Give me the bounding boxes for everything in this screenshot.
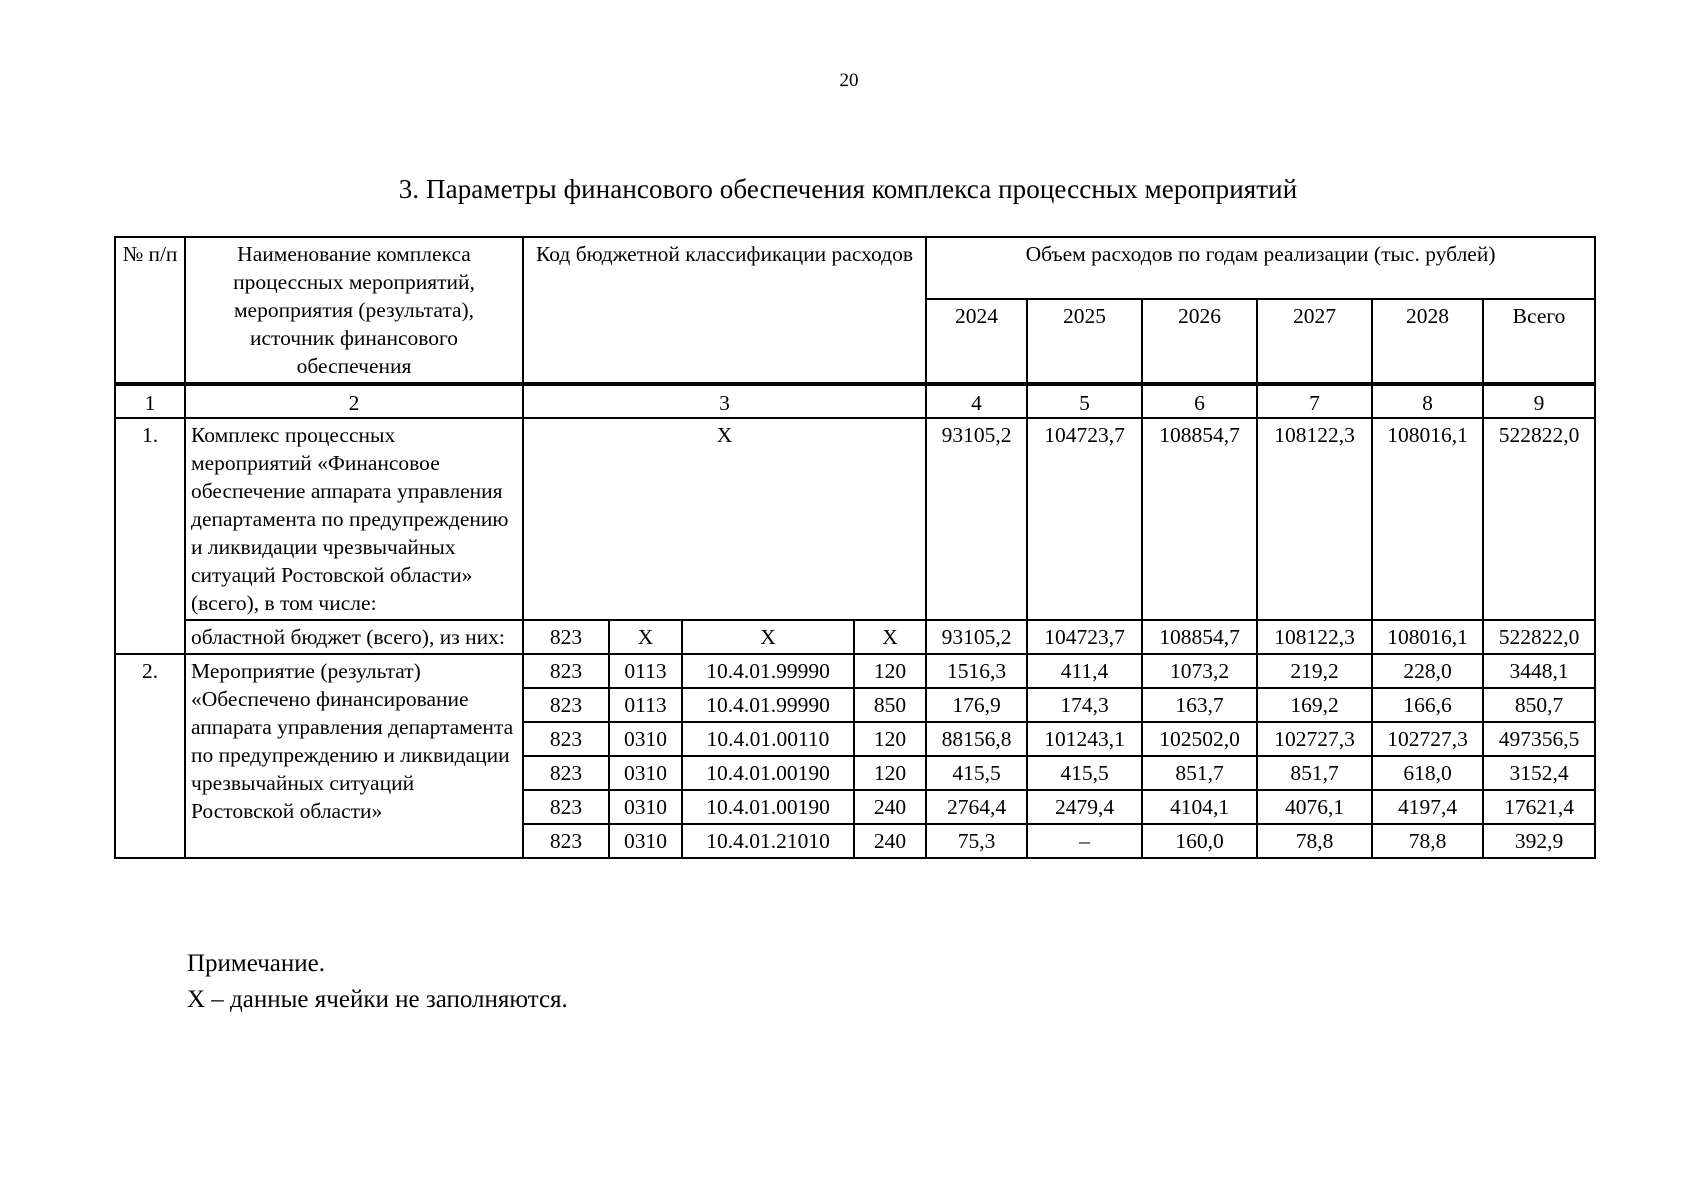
value-cell: 850,7 [1483, 688, 1595, 722]
value-cell: 497356,5 [1483, 722, 1595, 756]
value-cell: 415,5 [926, 756, 1027, 790]
value-cell: 108854,7 [1142, 620, 1257, 654]
header-row-1 [115, 237, 1595, 299]
header-num: № п/п [115, 237, 185, 384]
row-name: Комплекс процессных мероприятий «Финансовое обеспечение аппарата управления департамента по предупреждению и ликвидации чрезвычайных ситуаций Ростовской области» (всего), в том числе: [185, 418, 523, 620]
value-cell: 108122,3 [1257, 418, 1372, 620]
value-cell: 75,3 [926, 824, 1027, 858]
column-number: 9 [1483, 384, 1595, 418]
value-cell: 4076,1 [1257, 790, 1372, 824]
code-cell: 823 [523, 620, 609, 654]
code-cell: 0310 [609, 756, 682, 790]
value-cell: 108016,1 [1372, 620, 1483, 654]
header-year-2028: 2028 [1372, 299, 1483, 384]
value-cell: 1516,3 [926, 654, 1027, 688]
value-cell: 176,9 [926, 688, 1027, 722]
value-cell: 4197,4 [1372, 790, 1483, 824]
financing-table [114, 236, 1596, 859]
code-cell: 120 [854, 654, 926, 688]
row-num: 1. [115, 418, 185, 654]
column-numbers-row [115, 384, 1595, 418]
header-year-2026: 2026 [1142, 299, 1257, 384]
header-year-2025: 2025 [1027, 299, 1142, 384]
value-cell: 108016,1 [1372, 418, 1483, 620]
header-volume: Объем расходов по годам реализации (тыс. рублей) [926, 237, 1595, 299]
code-cell: 0310 [609, 722, 682, 756]
column-number: 5 [1027, 384, 1142, 418]
code-cell: 10.4.01.99990 [682, 654, 854, 688]
note-text: X – данные ячейки не заполняются. [187, 986, 568, 1013]
value-cell: 219,2 [1257, 654, 1372, 688]
code-cell: 823 [523, 654, 609, 688]
header-code: Код бюджетной классификации расходов [523, 237, 926, 384]
value-cell: 415,5 [1027, 756, 1142, 790]
value-cell: 522822,0 [1483, 620, 1595, 654]
value-cell: 1073,2 [1142, 654, 1257, 688]
header-name: Наименование комплекса процессных мероприятий, мероприятия (результата), источник финансового обеспечения [185, 237, 523, 384]
value-cell: 104723,7 [1027, 418, 1142, 620]
header-total: Всего [1483, 299, 1595, 384]
column-number: 6 [1142, 384, 1257, 418]
column-number: 8 [1372, 384, 1483, 418]
row-name: областной бюджет (всего), из них: [185, 620, 523, 654]
column-number: 7 [1257, 384, 1372, 418]
table-row-measure [115, 654, 1595, 688]
table-row-regional-budget [115, 620, 1595, 654]
value-cell: 174,3 [1027, 688, 1142, 722]
value-cell: 3448,1 [1483, 654, 1595, 688]
value-cell: 78,8 [1257, 824, 1372, 858]
value-cell: 392,9 [1483, 824, 1595, 858]
column-number: 3 [523, 384, 926, 418]
code-cell: X [609, 620, 682, 654]
value-cell: 104723,7 [1027, 620, 1142, 654]
value-cell: 228,0 [1372, 654, 1483, 688]
value-cell: 851,7 [1257, 756, 1372, 790]
note [187, 946, 568, 1018]
value-cell: 2764,4 [926, 790, 1027, 824]
value-cell: 102502,0 [1142, 722, 1257, 756]
code-cell: 0113 [609, 654, 682, 688]
code-cell: 240 [854, 790, 926, 824]
code-cell: 823 [523, 790, 609, 824]
value-cell: 3152,4 [1483, 756, 1595, 790]
section-title [0, 174, 1698, 205]
value-cell: 4104,1 [1142, 790, 1257, 824]
value-cell: 2479,4 [1027, 790, 1142, 824]
value-cell: 102727,3 [1257, 722, 1372, 756]
code-cell: 10.4.01.00190 [682, 756, 854, 790]
code-cell: 0310 [609, 824, 682, 858]
note-label: Примечание. [187, 950, 326, 977]
column-number: 2 [185, 384, 523, 418]
value-cell: 522822,0 [1483, 418, 1595, 620]
value-cell: 17621,4 [1483, 790, 1595, 824]
value-cell: 101243,1 [1027, 722, 1142, 756]
value-cell: 160,0 [1142, 824, 1257, 858]
header-year-2027: 2027 [1257, 299, 1372, 384]
row-code: X [523, 418, 926, 620]
value-cell: 169,2 [1257, 688, 1372, 722]
table-row-complex [115, 418, 1595, 620]
code-cell: 10.4.01.00190 [682, 790, 854, 824]
code-cell: 120 [854, 756, 926, 790]
code-cell: 10.4.01.21010 [682, 824, 854, 858]
value-cell: 88156,8 [926, 722, 1027, 756]
column-number: 1 [115, 384, 185, 418]
value-cell: 108854,7 [1142, 418, 1257, 620]
column-number: 4 [926, 384, 1027, 418]
code-cell: 850 [854, 688, 926, 722]
row-name: Мероприятие (результат) «Обеспечено финансирование аппарата управления департамента по предупреждению и ликвидации чрезвычайных ситуаций Ростовской области» [185, 654, 523, 858]
code-cell: 240 [854, 824, 926, 858]
value-cell: 851,7 [1142, 756, 1257, 790]
code-cell: 10.4.01.99990 [682, 688, 854, 722]
value-cell: 108122,3 [1257, 620, 1372, 654]
row-num: 2. [115, 654, 185, 858]
page-number: 20 [839, 70, 859, 91]
code-cell: 0310 [609, 790, 682, 824]
header-year-2024: 2024 [926, 299, 1027, 384]
value-cell: – [1027, 824, 1142, 858]
value-cell: 163,7 [1142, 688, 1257, 722]
code-cell: X [682, 620, 854, 654]
value-cell: 166,6 [1372, 688, 1483, 722]
code-cell: 823 [523, 824, 609, 858]
code-cell: 120 [854, 722, 926, 756]
value-cell: 78,8 [1372, 824, 1483, 858]
code-cell: 823 [523, 756, 609, 790]
code-cell: X [854, 620, 926, 654]
value-cell: 93105,2 [926, 418, 1027, 620]
value-cell: 411,4 [1027, 654, 1142, 688]
code-cell: 0113 [609, 688, 682, 722]
section-title-text: 3. Параметры финансового обеспечения комплекса процессных мероприятий [398, 174, 1298, 204]
value-cell: 618,0 [1372, 756, 1483, 790]
code-cell: 823 [523, 722, 609, 756]
value-cell: 93105,2 [926, 620, 1027, 654]
code-cell: 10.4.01.00110 [682, 722, 854, 756]
value-cell: 102727,3 [1372, 722, 1483, 756]
code-cell: 823 [523, 688, 609, 722]
